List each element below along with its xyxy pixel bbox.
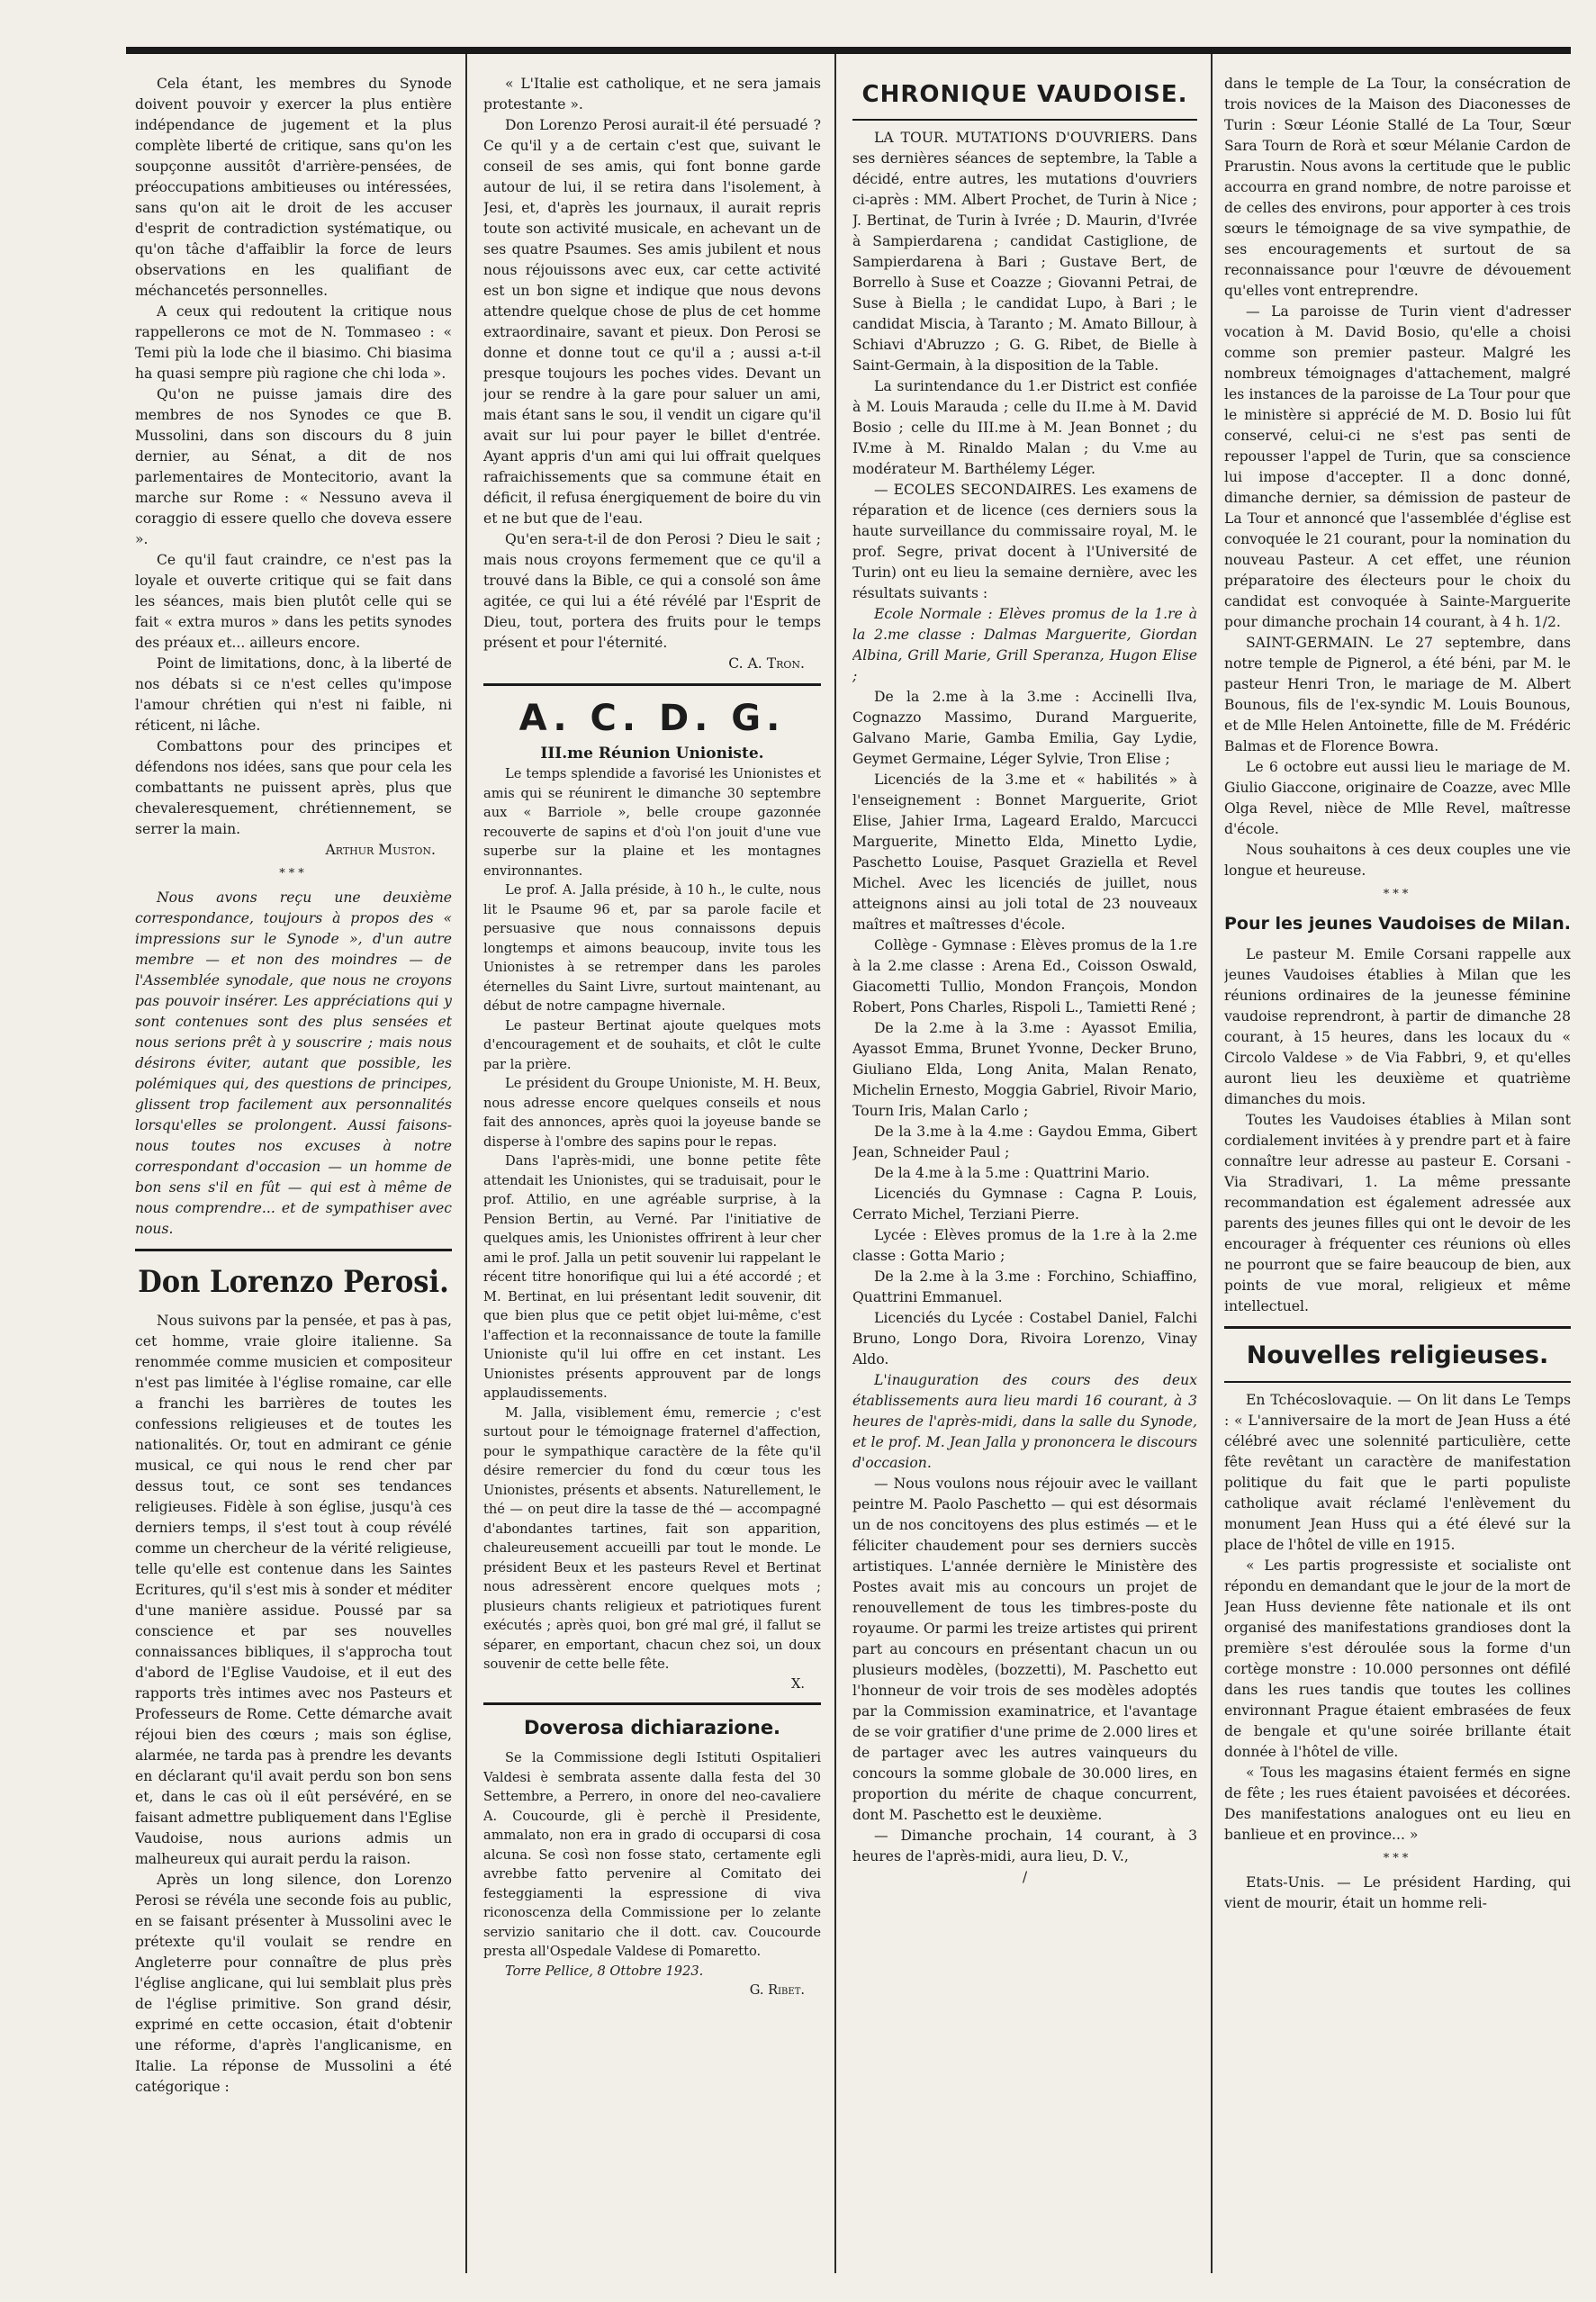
article-paragraph: Licenciés de la 3.me et « habilités » à l'enseignement : Bonnet Marguerite, Griot Elise, Jahier Irma, Lageard Eraldo, Marcucci Marguerite, Minetto Elda, Minetto Lydie, Paschetto Louise, Pasquet Graziella et Revel Michel. Avec les licenciés de juillet, nous atteignons ainsi au joli total de 23 nouveaux maîtres et maîtresses d'école. (852, 772, 1197, 933)
article-paragraph: Qu'on ne puisse jamais dire des membres de nos Synodes ce que B. Mussolini, dans son discours du 8 juin dernier, au Sénat, a dit de nos parlementaires de Montecitorio, avant la marche sur Rome : « Nessuno aveva il coraggio di essere quello che doveva essere ». (135, 386, 452, 547)
section-separator: *** (1383, 888, 1412, 901)
article-paragraph: « L'Italie est catholique, et ne sera jamais protestante ». (483, 76, 821, 113)
column-3 (852, 74, 1197, 2275)
article-paragraph: Don Lorenzo Perosi aurait-il été persuadé ? Ce qu'il y a de certain c'est que, suivant le conseil de ses amis, qui font bonne garde autour de lui, il se retira dans l'isolement, à Jesi, et, d'après les journaux, il aurait repris toute son activité musicale, en achevant un de ses quatre Psaumes. Ses amis jubilent et nous nous réjouissons avec eux, car cette activité est un bon signe et indique que nous devons attendre quelque chose de plus de cet homme extraordinaire, savant et pieux. Don Perosi se donne et donne tout ce qu'il a ; aussi a-t-il presque toujours les poches vides. Devant un jour se rendre à la gare pour saluer un ami, mais étant sans le sou, il vendit un cigare qu'il avait sur lui pour payer le billet d'entrée. Ayant appris d'un ami qui lui offrait quelques rafraichissements que sa commune était en déficit, il refusa énergiquement de boire du vin et ne but que de l'eau. (483, 117, 821, 527)
article-paragraph: M. Jalla, visiblement ému, remercie ; c'est surtout pour le témoignage fraternel d'affection, pour le sympathique caractère de la fête qu'il désire remercier du fond du cœur tous les Unionistes, présents et absents. Naturellement, le thé — on peut dire la tasse de thé — accompagné d'abondantes tartines, fait son apparition, chaleureusement accueilli par tout le monde. Le président Beux et les pasteurs Revel et Bertinat nous adressèrent encore quelques mots ; plusieurs chants religieux et patriotiques furent exécutés ; après quoi, bon gré mal gré, il fallut se séparer, en emportant, chacun chez soi, un doux souvenir de cette belle fête. (483, 1404, 821, 1672)
article-paragraph: — La paroisse de Turin vient d'adresser vocation à M. David Bosio, qu'elle a choisi comme son premier pasteur. Malgré les nombreux témoignages d'attachement, malgré les instances de la paroisse de La Tour pour que le ministère si apprécié de M. D. Bosio lui fût conservé, celui-ci ne s'est pas senti de repousser l'appel de Turin, que sa conscience lui impose d'accepter. Il a donc donné, dimanche dernier, sa démission de pasteur de La Tour et annoncé que l'assemblée d'église est convoquée le 21 courant, pour la nomination du nouveau Pasteur. A cet effet, une réunion préparatoire des électeurs pour le choix du candidat est convoquée à Sainte-Marguerite pour dimanche prochain 14 courant, à 4 h. 1/2. (1224, 303, 1571, 630)
article-paragraph: Lycée : Elèves promus de la 1.re à la 2.me classe : Gotta Mario ; (852, 1227, 1197, 1264)
article-title: A. C. D. G. (518, 698, 786, 739)
section-rule (1224, 1381, 1571, 1383)
article-title: Don Lorenzo Perosi. (138, 1264, 449, 1300)
author-signature: C. A. Tron. (728, 655, 805, 672)
article-paragraph: Toutes les Vaudoises établies à Milan sont cordialement invitées à y prendre part et à faire connaître leur adresse au pasteur E. Corsani - Via Stradivari, 1. La même pressante recommandation est également adressée aux parents des jeunes filles qui ont le devoir de les encourager à fréquenter ces réunions où elles ne pourront que se faire beaucoup de bien, aux points de vue moral, religieux et même intellectuel. (1224, 1112, 1571, 1314)
article-paragraph: Dans l'après-midi, une bonne petite fête attendait les Unionistes, qui se traduisait, pour le prof. Attilio, en une agréable surprise, à la Pension Bertin, au Verné. Par l'initiative de quelques amis, les Unionistes offrirent à leur cher ami le prof. Jalla un petit souvenir lui rappelant le récent titre honorifique qui lui a été accordé ; et M. Bertinat, en lui présentant ledit souvenir, dit que bien plus que ce petit objet lui-même, c'est l'affection et la reconnaissance de toute la famille Unioniste qu'il lui offre en cet instant. Les Unionistes présents approuvent par de longs applaudissements. (483, 1153, 821, 1401)
article-title: Doverosa dichiarazione. (523, 1717, 781, 1738)
article-paragraph: Collège - Gymnase : Elèves promus de la 1.re à la 2.me classe : Arena Ed., Coisson Oswald, Giacometti Tullio, Mondon François, Mondon Robert, Pons Charles, Rispoli L., Tamietti René ; (852, 937, 1197, 1016)
article-paragraph: Qu'en sera-t-il de don Perosi ? Dieu le sait ; mais nous croyons fermement que ce qu'il a trouvé dans la Bible, ce qui a consolé son âme agitée, ce qui lui a été révélé par l'Esprit de Dieu, tout, portera des fruits pour le temps présent et pour l'éternité. (483, 531, 821, 651)
section-separator: *** (1383, 1852, 1412, 1865)
article-paragraph: De la 2.me à la 3.me : Forchino, Schiaffino, Quattrini Emmanuel. (852, 1268, 1197, 1305)
top-rule (126, 47, 1571, 54)
article-paragraph: Cela étant, les membres du Synode doivent pouvoir y exercer la plus entière indépendance de jugement et la plus complète liberté de critique, sans qu'on les soupçonne aussitôt d'arrière-pensées, de préoccupations ambitieuses ou intéressées, sans qu'on ait le droit de les accuser d'esprit de contradiction systématique, ou qu'on tâche d'affaiblir la force de leurs observations en les qualifiant de méchancetés personnelles. (135, 76, 452, 299)
column-2 (483, 74, 821, 2275)
column-1 (135, 74, 452, 2275)
article-paragraph: A ceux qui redoutent la critique nous rappellerons ce mot de N. Tommaseo : « Temi più la lode che il biasimo. Chi biasima ha quasi sempre più ragione che chi loda ». (135, 303, 452, 382)
column-rule (465, 54, 467, 2273)
place-date: Torre Pellice, 8 Ottobre 1923. (505, 1963, 704, 1979)
article-paragraph: LA TOUR. MUTATIONS D'OUVRIERS. Dans ses dernières séances de septembre, la Table a décidé, entre autres, les mutations d'ouvriers ci-après : MM. Albert Prochet, de Turin à Nice ; J. Bertinat, de Turin à Ivrée ; D. Maurin, d'Ivrée à Sampierdarena ; candidat Castiglione, de Sampierdarena à Bari ; Gustave Bert, de Borrello à Suse et Coazze ; Giovanni Petrai, de Suse à Biella ; le candidat Lupo, à Bari ; le candidat Miscia, à Taranto ; M. Amato Billour, à Schiavi d'Abruzzo ; G. G. Ribet, de Bielle à Saint-Germain, à la disposition de la Table. (852, 130, 1197, 374)
article-paragraph: Le président du Groupe Unioniste, M. H. Beux, nous adresse encore quelques conseils et nous fait des annonces, après quoi la joyeuse bande se disperse à l'ombre des sapins pour le repas. (483, 1076, 821, 1150)
article-paragraph: La surintendance du 1.er District est confiée à M. Louis Marauda ; celle du II.me à M. David Bosio ; celle du III.me à M. Jean Bonnet ; du IV.me à M. Rinaldo Malan ; du V.me au modérateur M. Barthélemy Léger. (852, 378, 1197, 477)
article-paragraph: De la 2.me à la 3.me : Ayassot Emilia, Ayassot Emma, Brunet Yvonne, Decker Bruno, Giuliano Elda, Long Anita, Malan Renato, Michelin Ernesto, Moggia Gabriel, Rivoir Mario, Tourn Iris, Malan Carlo ; (852, 1020, 1197, 1119)
section-title: Nouvelles religieuses. (1246, 1341, 1549, 1369)
article-paragraph: Licenciés du Gymnase : Cagna P. Louis, Cerrato Michel, Terziani Pierre. (852, 1186, 1197, 1223)
article-paragraph: « Tous les magasins étaient fermés en signe de fête ; les rues étaient pavoisées et décorées. Des manifestations analogues ont eu lieu en banlieue et en province... » (1224, 1765, 1571, 1843)
article-paragraph: Point de limitations, donc, à la liberté de nos débats si ce n'est celles qu'impose l'amour chrétien qui n'est ni faible, ni réticent, ni lâche. (135, 655, 452, 734)
author-signature: G. Ribet. (749, 1982, 805, 1998)
article-paragraph: Combattons pour des principes et défendons nos idées, sans que pour cela les combattants ne puissent après, plus que chevaleresquement, chrétiennement, se serrer la main. (135, 738, 452, 837)
article-paragraph: De la 3.me à la 4.me : Gaydou Emma, Gibert Jean, Schneider Paul ; (852, 1124, 1197, 1160)
article-paragraph: Ecole Normale : Elèves promus de la 1.re à la 2.me classe : Dalmas Marguerite, Giordan Albina, Grill Marie, Grill Speranza, Hugon Elise ; (852, 606, 1197, 684)
article-paragraph: Nous suivons par la pensée, et pas à pas, cet homme, vraie gloire italienne. Sa renommée comme musicien et compositeur n'est pas limitée à l'église romaine, car elle a franchi les barrières de toutes les confessions religieuses et de toutes les nationalités. Or, tout en admirant ce génie musical, ce qui nous le rend cher par dessus tout, ce sont ses tendances religieuses. Fidèle à son église, jusqu'à ces derniers temps, il s'est tout à coup révélé comme un chercheur de la vérité religieuse, telle qu'elle est contenue dans les Saintes Ecritures, qu'il s'est mis à sonder et méditer d'une manière assidue. Poussé par sa conscience et par ses nouvelles connaissances bibliques, il s'approcha tout d'abord de l'Eglise Vaudoise, et il eut des rapports très intimes avec nos Pasteurs et Professeurs de Rome. Cette démarche avait réjoui bien des cœurs ; mais son église, alarmée, ne tarda pas à prendre les devants en déclarant qu'il avait perdu son bon sens et, dans le cas où il eût persévéré, en se faisant admettre publiquement dans l'Eglise Vaudoise, nous aurions admis un malheureux qui aurait perdu la raison. (135, 1313, 452, 1867)
article-paragraph: — ECOLES SECONDAIRES. Les examens de réparation et de licence (ces derniers sous la haute surveillance du commissaire royal, M. le prof. Segre, privat docent à l'Université de Turin) ont eu lieu la semaine dernière, avec les résultats suivants : (852, 482, 1197, 601)
article-paragraph: dans le temple de La Tour, la consécration de trois novices de la Maison des Diaconesses de Turin : Sœur Léonie Stallé de La Tour, Sœur Sara Tourn de Rorà et sœur Mélanie Cardon de Prarustin. Nous avons la certitude que le public accourra en grand nombre, de notre paroisse et de celles des environs, pour apporter à ces trois sœurs le témoignage de sa vive sympathie, de ses encouragements et surtout de sa reconnaissance pour l'œuvre de dévouement qu'elles vont entreprendre. (1224, 76, 1571, 299)
article-paragraph: Ce qu'il faut craindre, ce n'est pas la loyale et ouverte critique qui se fait dans les séances, mais bien plutôt celle qui se fait « extra muros » dans les petits synodes des préaux et... ailleurs encore. (135, 552, 452, 651)
article-paragraph: De la 2.me à la 3.me : Accinelli Ilva, Cognazzo Massimo, Durand Marguerite, Galvano Marie, Gamba Emilia, Gay Lydie, Geymet Germaine, Léger Sylvie, Tron Elise ; (852, 689, 1197, 767)
column-4 (1224, 74, 1571, 2275)
section-title: CHRONIQUE VAUDOISE. (861, 81, 1188, 108)
stray-mark: / (1022, 1869, 1028, 1885)
article-paragraph: De la 4.me à la 5.me : Quattrini Mario. (874, 1165, 1150, 1181)
article-paragraph: Le prof. A. Jalla préside, à 10 h., le culte, nous lit le Psaume 96 et, par sa parole facile et persuasive que nous connaissons depuis longtemps et aimons beaucoup, invite tous les Unionistes à se retremper dans les paroles éternelles du Saint Livre, surtout maintenant, au début de notre campagne hivernale. (483, 882, 821, 1014)
author-signature: Arthur Muston. (325, 842, 436, 858)
article-title: Pour les jeunes Vaudoises de Milan. (1224, 914, 1571, 934)
article-paragraph: Licenciés du Lycée : Costabel Daniel, Falchi Bruno, Longo Dora, Rivoira Lorenzo, Vinay Aldo. (852, 1310, 1197, 1368)
article-paragraph: — Nous voulons nous réjouir avec le vaillant peintre M. Paolo Paschetto — qui est désormais un de nos concitoyens des plus estimés — et le féliciter chaudement pour ses derniers succès artistiques. L'année dernière le Ministère des Postes avait mis au concours un projet de renouvellement de tous les timbres-poste du royaume. Or parmi les treize artistes qui prirent part au concours en présentant chacun un ou plusieurs modèles, (bozzetti), M. Paschetto eut l'honneur de voir trois de ses modèles adoptés par la Commission examinatrice, et l'avantage de se voir gratifier d'une prime de 2.000 lires et de partager avec les autres vainqueurs du concours la somme globale de 30.000 lires, en proportion du mérite de chaque concurrent, dont M. Paschetto est le deuxième. (852, 1476, 1197, 1823)
article-paragraph: Se la Commissione degli Istituti Ospitalieri Valdesi è sembrata assente dalla festa del 30 Settembre, a Perrero, in onore del neo-cavaliere A. Coucourde, gli è perchè il Presidente, ammalato, non era in grado di occuparsi di cosa alcuna. Se così non fosse stato, certamente egli avrebbe fatto pervenire al Comitato dei festeggiamenti la espressione di viva riconoscenza della Commissione per lo zelante servizio sanitario che il dott. cav. Coucourde presta all'Ospedale Valdese di Pomaretto. (483, 1750, 821, 1959)
article-paragraph: — Dimanche prochain, 14 courant, à 3 heures de l'après-midi, aura lieu, D. V., (852, 1828, 1197, 1864)
author-signature: X. (790, 1675, 805, 1692)
section-rule (483, 683, 821, 686)
article-paragraph: Nous souhaitons à ces deux couples une vie longue et heureuse. (1224, 842, 1571, 879)
article-paragraph: Le pasteur Bertinat ajoute quelques mots d'encouragement et de souhaits, et clôt le culte par la prière. (483, 1017, 821, 1072)
column-rule (834, 54, 836, 2273)
article-subtitle: III.me Réunion Unioniste. (540, 745, 764, 763)
section-rule (1224, 1326, 1571, 1329)
article-paragraph: L'inauguration des cours des deux établissements aura lieu mardi 16 courant, à 3 heures de l'après-midi, dans la salle du Synode, et le prof. M. Jean Jalla y prononcera le discours d'occasion. (852, 1372, 1197, 1471)
article-paragraph: Le pasteur M. Emile Corsani rappelle aux jeunes Vaudoises établies à Milan que les réunions ordinaires de la jeunesse féminine vaudoise reprendront, à partir de dimanche 28 courant, à 15 heures, dans les locaux du « Circolo Valdese » de Via Fabbri, 9, et qu'elles auront lieu les deuxième et quatrième dimanches du mois. (1224, 946, 1571, 1107)
article-paragraph: En Tchécoslovaquie. — On lit dans Le Temps : « L'anniversaire de la mort de Jean Huss a été célébré avec une solennité particulière, cette fête revêtant un caractère de manifestation politique du fait que le parti populiste catholique avait réclamé l'enlèvement du monument Jean Huss qui a été élevé sur la place de l'hôtel de ville en 1915. (1224, 1392, 1571, 1553)
article-paragraph: Après un long silence, don Lorenzo Perosi se révéla une seconde fois au public, en se faisant présenter à Mussolini avec le prétexte qu'il voulait se rendre en Angleterre pour connaître de plus près l'église anglicane, qui lui semblait plus près de l'église primitive. Son grand désir, exprimé en cette occasion, était d'obtenir une réforme, d'après l'anglicanisme, en Italie. La réponse de Mussolini a été catégorique : (135, 1872, 452, 2095)
article-paragraph: SAINT-GERMAIN. Le 27 septembre, dans notre temple de Pignerol, a été béni, par M. le pasteur Henri Tron, le mariage de M. Albert Bounous, fils de l'ex-syndic M. Louis Bounous, et de Mlle Helen Antoinette, fille de M. Frédéric Balmas et de Florence Bowra. (1224, 635, 1571, 754)
section-rule (852, 119, 1197, 121)
column-rule (1211, 54, 1213, 2273)
section-rule (135, 1249, 452, 1251)
article-paragraph: Le temps splendide a favorisé les Unionistes et amis qui se réunirent le dimanche 30 septembre aux « Barriole », belle croupe gazonnée recouverte de sapins et d'où l'on jouit d'une vue superbe sur la plaine et les montagnes environnantes. (483, 766, 821, 879)
article-paragraph: « Les partis progressiste et socialiste ont répondu en demandant que le jour de la mort de Jean Huss devienne fête nationale et ils ont organisé des manifestations grandioses dont la première s'est déroulée sous la forme d'un cortège monstre : 10.000 personnes ont défilé dans les rues tandis que toutes les collines environnant Prague étaient embrasées de feux de bengale et qu'une soirée brillante était donnée à l'hôtel de ville. (1224, 1557, 1571, 1760)
article-paragraph: Le 6 octobre eut aussi lieu le mariage de M. Giulio Giaccone, originaire de Coazze, avec Mlle Olga Revel, nièce de Mlle Revel, maîtresse d'école. (1224, 759, 1571, 837)
editor-note: Nous avons reçu une deuxième correspondance, toujours à propos des « impressions sur le Synode », d'un autre membre — et non des moindres — de l'Assemblée synodale, que nous ne croyons pas pouvoir insérer. Les appréciations qui y sont contenues sont des plus sensées et nous serions prêt à y souscrire ; mais nous désirons éviter, autant que possible, les polémiques qui, des questions de principes, glissent trop facilement aux personnalités lorsqu'elles se prolongent. Aussi faisons-nous toutes nos excuses à notre correspondant d'occasion — un homme de bon sens s'il en fût — qui est à même de nous comprendre... et de sympathiser avec nous. (135, 889, 452, 1237)
article-paragraph: Etats-Unis. — Le président Harding, qui vient de mourir, était un homme reli- (1224, 1874, 1571, 1911)
section-separator: *** (279, 867, 308, 880)
section-rule (483, 1702, 821, 1705)
